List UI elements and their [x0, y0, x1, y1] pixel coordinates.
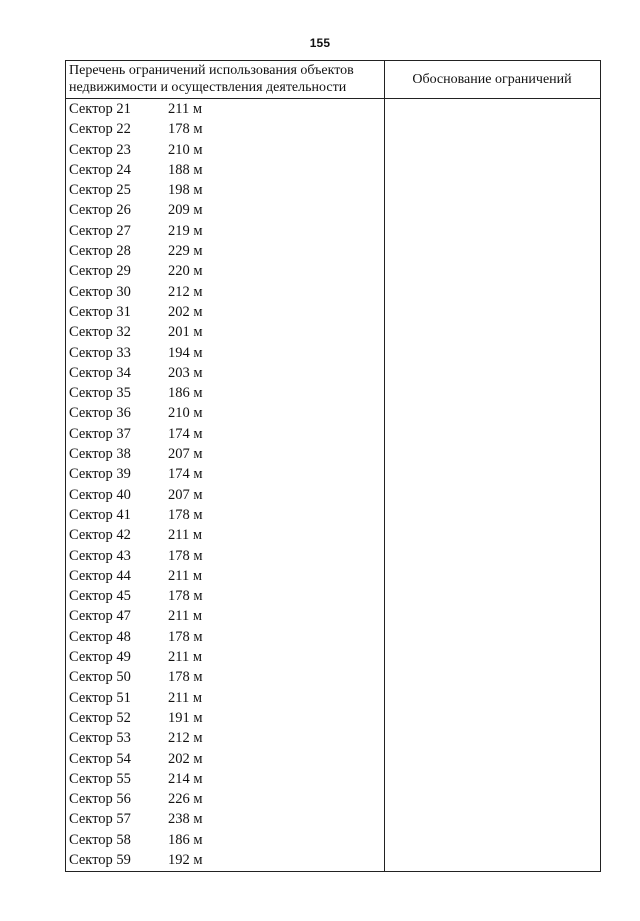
sector-distance: 220 м — [168, 263, 203, 280]
sector-distance: 207 м — [168, 446, 203, 463]
table-row — [66, 160, 384, 180]
sector-distance: 186 м — [168, 831, 203, 848]
sector-name: Сектор 48 — [69, 628, 131, 645]
sector-distance: 203 м — [168, 364, 203, 381]
table-row — [66, 586, 384, 606]
sector-name: Сектор 51 — [69, 689, 131, 706]
sector-distance: 174 м — [168, 425, 203, 442]
sector-distance: 178 м — [168, 506, 203, 523]
table-row — [66, 282, 384, 302]
table-row — [66, 667, 384, 687]
sector-distance: 211 м — [168, 689, 203, 706]
sector-name: Сектор 21 — [69, 101, 131, 117]
sector-name: Сектор 28 — [69, 243, 131, 260]
sector-distance: 192 м — [168, 851, 203, 868]
sector-distance: 178 м — [168, 547, 203, 564]
table-row — [66, 688, 384, 708]
sector-name: Сектор 45 — [69, 588, 131, 605]
sector-name: Сектор 56 — [69, 791, 131, 808]
table-row — [66, 485, 384, 505]
sector-name: Сектор 41 — [69, 506, 131, 523]
sector-distance: 188 м — [168, 161, 203, 178]
sector-name: Сектор 22 — [69, 121, 131, 138]
sector-name: Сектор 54 — [69, 750, 131, 767]
header-restrictions-list: Перечень ограничений использования объектов недвижимости и осуществления деятельности — [69, 63, 354, 95]
table-row — [66, 322, 384, 342]
table-row — [66, 383, 384, 403]
sector-name: Сектор 31 — [69, 303, 131, 320]
table-row — [66, 850, 384, 870]
sector-name: Сектор 35 — [69, 385, 131, 402]
sector-distance: 178 м — [168, 121, 203, 138]
sector-distance: 194 м — [168, 344, 203, 361]
table-row — [66, 789, 384, 809]
sector-distance: 226 м — [168, 791, 203, 808]
sector-distance: 209 м — [168, 202, 203, 219]
sector-name: Сектор 55 — [69, 770, 131, 787]
sector-distance: 211 м — [168, 649, 203, 666]
sector-name: Сектор 42 — [69, 527, 131, 544]
sector-name: Сектор 52 — [69, 709, 131, 726]
sector-distance: 186 м — [168, 385, 203, 402]
sector-name: Сектор 38 — [69, 446, 131, 463]
sector-name: Сектор 30 — [69, 283, 131, 300]
sector-distance: 211 м — [168, 567, 203, 584]
sector-distance: 211 м — [168, 608, 203, 625]
sector-name: Сектор 23 — [69, 141, 131, 158]
table-row — [66, 424, 384, 444]
sector-distance: 202 м — [168, 750, 203, 767]
sector-name: Сектор 58 — [69, 831, 131, 848]
table-row — [66, 241, 384, 261]
table-row — [66, 403, 384, 423]
table-row — [66, 830, 384, 850]
column-divider — [384, 61, 385, 871]
table-row — [66, 200, 384, 220]
sector-distance: 191 м — [168, 709, 203, 726]
table-row — [66, 749, 384, 769]
sector-name: Сектор 43 — [69, 547, 131, 564]
sector-distance: 201 м — [168, 324, 203, 341]
table-row — [66, 708, 384, 728]
table-header — [66, 61, 600, 99]
sector-name: Сектор 36 — [69, 405, 131, 422]
sector-distance: 174 м — [168, 466, 203, 483]
sector-name: Сектор 50 — [69, 669, 131, 686]
table-row — [66, 566, 384, 586]
sector-name: Сектор 33 — [69, 344, 131, 361]
sector-distance: 198 м — [168, 182, 203, 199]
sector-distance: 238 м — [168, 811, 203, 828]
table-row — [66, 546, 384, 566]
sector-name: Сектор 34 — [69, 364, 131, 381]
sector-name: Сектор 49 — [69, 649, 131, 666]
sector-distance: 178 м — [168, 669, 203, 686]
table-row — [66, 444, 384, 464]
sector-distance: 229 м — [168, 243, 203, 260]
sector-name: Сектор 59 — [69, 851, 131, 868]
sector-name: Сектор 47 — [69, 608, 131, 625]
table-row — [66, 769, 384, 789]
table-row — [66, 505, 384, 525]
sector-name: Сектор 24 — [69, 161, 131, 178]
sector-distance: 212 м — [168, 730, 203, 747]
table-row — [66, 728, 384, 748]
table-row — [66, 261, 384, 281]
table-row — [66, 180, 384, 200]
sector-distance: 178 м — [168, 628, 203, 645]
restrictions-table — [65, 60, 601, 872]
sector-distance: 210 м — [168, 141, 203, 158]
table-row — [66, 119, 384, 139]
sector-name: Сектор 40 — [69, 486, 131, 503]
table-body — [66, 99, 384, 870]
table-row — [66, 627, 384, 647]
sector-distance: 219 м — [168, 222, 203, 239]
sector-name: Сектор 44 — [69, 567, 131, 584]
sector-distance: 178 м — [168, 588, 203, 605]
sector-distance: 211 м — [168, 527, 203, 544]
sector-distance: 202 м — [168, 303, 203, 320]
table-row — [66, 221, 384, 241]
sector-distance: 211 м — [168, 101, 203, 117]
sector-name: Сектор 26 — [69, 202, 131, 219]
table-row — [66, 606, 384, 626]
sector-distance: 212 м — [168, 283, 203, 300]
table-row — [66, 99, 384, 119]
header-justification: Обоснование ограничений — [412, 72, 572, 87]
sector-name: Сектор 39 — [69, 466, 131, 483]
table-row — [66, 809, 384, 829]
table-row — [66, 647, 384, 667]
table-row — [66, 302, 384, 322]
page-number: 155 — [309, 36, 331, 50]
sector-distance: 210 м — [168, 405, 203, 422]
sector-name: Сектор 25 — [69, 182, 131, 199]
sector-name: Сектор 29 — [69, 263, 131, 280]
table-row — [66, 140, 384, 160]
sector-distance: 214 м — [168, 770, 203, 787]
table-row — [66, 363, 384, 383]
table-row — [66, 464, 384, 484]
table-row — [66, 525, 384, 545]
sector-name: Сектор 53 — [69, 730, 131, 747]
sector-name: Сектор 37 — [69, 425, 131, 442]
sector-name: Сектор 57 — [69, 811, 131, 828]
sector-name: Сектор 27 — [69, 222, 131, 239]
sector-distance: 207 м — [168, 486, 203, 503]
sector-name: Сектор 32 — [69, 324, 131, 341]
table-row — [66, 343, 384, 363]
